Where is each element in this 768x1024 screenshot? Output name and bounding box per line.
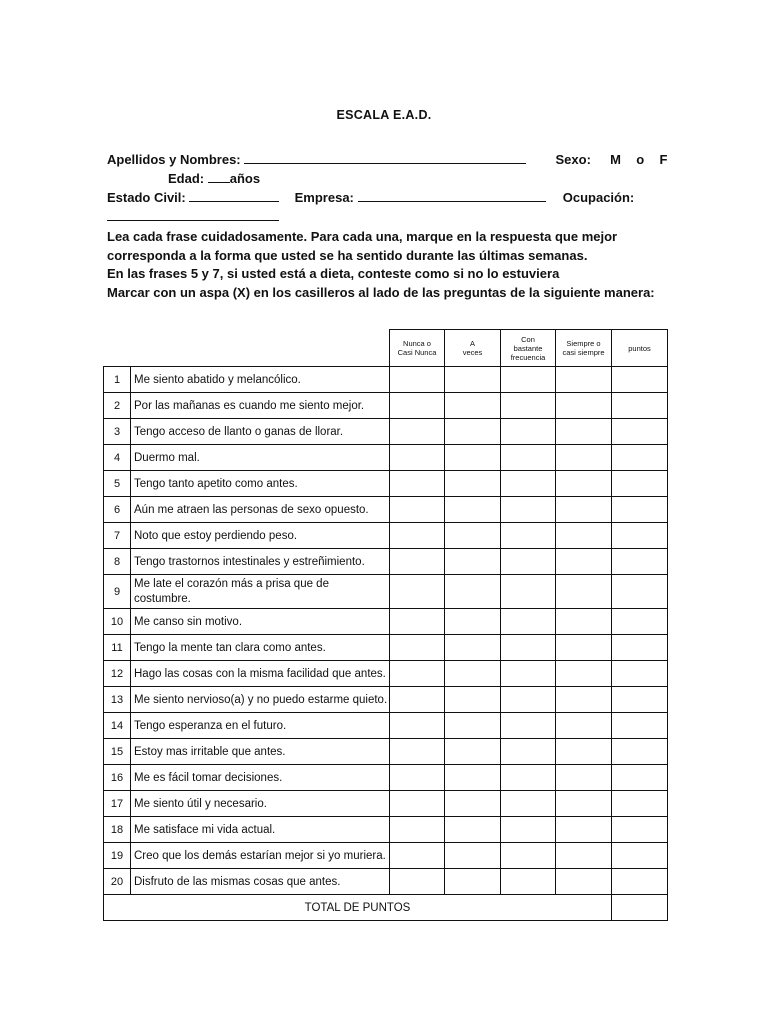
answer-sometimes-box[interactable] [445,869,501,895]
answer-sometimes-box[interactable] [445,791,501,817]
header-spacer [104,330,390,367]
item-statement: Me satisface mi vida actual. [131,817,390,843]
points-box[interactable] [612,687,668,713]
answer-sometimes-box[interactable] [445,609,501,635]
item-number: 4 [104,445,131,471]
answer-always-box[interactable] [556,419,612,445]
item-statement: Me siento nervioso(a) y no puedo estarme quieto. [131,687,390,713]
answer-always-box[interactable] [556,739,612,765]
answer-often-box[interactable] [501,713,556,739]
item-statement: Creo que los demás estarían mejor si yo muriera. [131,843,390,869]
answer-never-box[interactable] [390,661,445,687]
table-row [104,367,668,393]
item-number: 5 [104,471,131,497]
answer-sometimes-box[interactable] [445,497,501,523]
answer-sometimes-box[interactable] [445,739,501,765]
answer-sometimes-box[interactable] [445,471,501,497]
answer-often-box[interactable] [501,609,556,635]
table-row [104,791,668,817]
table-row [104,609,668,635]
points-box[interactable] [612,713,668,739]
points-box[interactable] [612,843,668,869]
answer-never-box[interactable] [390,575,445,609]
answer-often-box[interactable] [501,367,556,393]
answer-never-box[interactable] [390,393,445,419]
item-number: 13 [104,687,131,713]
answer-sometimes-box[interactable] [445,445,501,471]
sex-option-m[interactable]: M [610,152,622,167]
answer-often-box[interactable] [501,817,556,843]
points-box[interactable] [612,471,668,497]
answer-sometimes-box[interactable] [445,765,501,791]
item-number: 19 [104,843,131,869]
answer-never-box[interactable] [390,367,445,393]
item-number: 17 [104,791,131,817]
instruction-line: Marcar con un aspa (X) en los casilleros al lado de las preguntas de la siguiente manera: [107,284,655,300]
item-number: 11 [104,635,131,661]
points-box[interactable] [612,765,668,791]
answer-never-box[interactable] [390,497,445,523]
answer-often-box[interactable] [501,661,556,687]
points-box[interactable] [612,869,668,895]
page-title: ESCALA E.A.D. [336,108,432,122]
answer-never-box[interactable] [390,419,445,445]
table-row [104,393,668,419]
age-field[interactable] [208,171,230,183]
sex-option-f[interactable]: F [659,152,668,167]
points-box[interactable] [612,393,668,419]
answer-never-box[interactable] [390,739,445,765]
company-field[interactable] [358,190,546,202]
item-number: 1 [104,367,131,393]
answer-sometimes-box[interactable] [445,661,501,687]
answer-always-box[interactable] [556,635,612,661]
answer-always-box[interactable] [556,661,612,687]
answer-always-box[interactable] [556,687,612,713]
item-statement: Me es fácil tomar decisiones. [131,765,390,791]
item-number: 18 [104,817,131,843]
item-number: 7 [104,523,131,549]
answer-often-box[interactable] [501,471,556,497]
answer-always-box[interactable] [556,471,612,497]
answer-often-box[interactable] [501,765,556,791]
answer-sometimes-box[interactable] [445,549,501,575]
item-statement: Duermo mal. [131,445,390,471]
answer-always-box[interactable] [556,609,612,635]
item-number: 14 [104,713,131,739]
table-row [104,523,668,549]
answer-often-box[interactable] [501,843,556,869]
civil-status-field[interactable] [189,190,279,202]
answer-sometimes-box[interactable] [445,419,501,445]
item-number: 2 [104,393,131,419]
answer-sometimes-box[interactable] [445,687,501,713]
table-row [104,575,668,609]
answer-always-box[interactable] [556,817,612,843]
age-row [168,171,260,186]
table-row [104,497,668,523]
answer-never-box[interactable] [390,713,445,739]
civil-status-label: Estado Civil: [107,190,186,205]
item-number: 15 [104,739,131,765]
answer-often-box[interactable] [501,791,556,817]
item-number: 12 [104,661,131,687]
answer-often-box[interactable] [501,739,556,765]
answer-never-box[interactable] [390,687,445,713]
points-box[interactable] [612,367,668,393]
item-statement: Hago las cosas con la misma facilidad que antes. [131,661,390,687]
answer-often-box[interactable] [501,393,556,419]
answer-never-box[interactable] [390,765,445,791]
civil-row [107,190,634,205]
header-row [104,330,668,367]
answer-never-box[interactable] [390,523,445,549]
table-row [104,635,668,661]
item-statement: Me siento abatido y melancólico. [131,367,390,393]
answer-always-box[interactable] [556,869,612,895]
answer-often-box[interactable] [501,635,556,661]
item-statement: Tengo trastornos intestinales y estreñimiento. [131,549,390,575]
points-box[interactable] [612,635,668,661]
answer-often-box[interactable] [501,523,556,549]
name-label: Apellidos y Nombres: [107,152,241,167]
header-often: Con bastante frecuencia [501,330,556,367]
points-box[interactable] [612,575,668,609]
answer-sometimes-box[interactable] [445,367,501,393]
occupation-label: Ocupación: [562,190,635,205]
occupation-field[interactable] [107,209,279,221]
answer-sometimes-box[interactable] [445,817,501,843]
answer-always-box[interactable] [556,393,612,419]
item-number: 9 [104,575,131,609]
company-label: Empresa: [294,190,354,205]
sex-label: Sexo: [555,152,591,167]
scale-table [103,329,668,921]
item-statement: Me late el corazón más a prisa que de costumbre. [131,575,390,609]
table-row [104,817,668,843]
age-label: Edad: [168,171,205,186]
answer-never-box[interactable] [390,635,445,661]
answer-never-box[interactable] [390,445,445,471]
item-statement: Tengo esperanza en el futuro. [131,713,390,739]
answer-sometimes-box[interactable] [445,843,501,869]
header-sometimes: A veces [445,330,501,367]
answer-always-box[interactable] [556,765,612,791]
points-box[interactable] [612,419,668,445]
table-row [104,471,668,497]
item-statement: Me canso sin motivo. [131,609,390,635]
item-statement: Tengo la mente tan clara como antes. [131,635,390,661]
answer-sometimes-box[interactable] [445,713,501,739]
answer-often-box[interactable] [501,419,556,445]
answer-never-box[interactable] [390,609,445,635]
answer-never-box[interactable] [390,791,445,817]
header-always: Siempre o casi siempre [556,330,612,367]
answer-never-box[interactable] [390,549,445,575]
answer-always-box[interactable] [556,575,612,609]
answer-sometimes-box[interactable] [445,523,501,549]
total-label: TOTAL DE PUNTOS [104,895,612,921]
table-row [104,445,668,471]
instructions [107,228,667,302]
item-statement: Estoy mas irritable que antes. [131,739,390,765]
item-number: 10 [104,609,131,635]
answer-never-box[interactable] [390,817,445,843]
table-row [104,713,668,739]
table-row [104,739,668,765]
item-statement: Por las mañanas es cuando me siento mejor. [131,393,390,419]
item-statement: Aún me atraen las personas de sexo opuesto. [131,497,390,523]
header-never: Nunca o Casi Nunca [390,330,445,367]
item-number: 6 [104,497,131,523]
answer-never-box[interactable] [390,471,445,497]
answer-sometimes-box[interactable] [445,575,501,609]
name-field[interactable] [244,152,526,164]
item-number: 8 [104,549,131,575]
occupation-continuation [107,209,279,224]
total-points-box[interactable] [612,895,668,921]
answer-often-box[interactable] [501,869,556,895]
table-row [104,765,668,791]
answer-often-box[interactable] [501,687,556,713]
answer-always-box[interactable] [556,523,612,549]
item-number: 16 [104,765,131,791]
table-row [104,687,668,713]
item-statement: Tengo acceso de llanto o ganas de llorar. [131,419,390,445]
instruction-line: corresponda a la forma que usted se ha sentido durante las últimas semanas. [107,247,588,263]
name-row [107,152,667,167]
item-number: 3 [104,419,131,445]
answer-always-box[interactable] [556,843,612,869]
points-box[interactable] [612,609,668,635]
points-box[interactable] [612,523,668,549]
answer-never-box[interactable] [390,843,445,869]
table-row [104,843,668,869]
item-statement: Disfruto de las mismas cosas que antes. [131,869,390,895]
answer-often-box[interactable] [501,549,556,575]
answer-always-box[interactable] [556,549,612,575]
instruction-line: Lea cada frase cuidadosamente. Para cada una, marque en la respuesta que mejor [107,229,618,244]
answer-always-box[interactable] [556,445,612,471]
points-box[interactable] [612,549,668,575]
age-unit: años [229,171,261,186]
table-row [104,419,668,445]
table-row [104,869,668,895]
answer-often-box[interactable] [501,575,556,609]
answer-sometimes-box[interactable] [445,635,501,661]
total-row [104,895,668,921]
table-row [104,549,668,575]
answer-always-box[interactable] [556,497,612,523]
item-number: 20 [104,869,131,895]
answer-often-box[interactable] [501,497,556,523]
answer-always-box[interactable] [556,791,612,817]
points-box[interactable] [612,739,668,765]
instruction-line: En las frases 5 y 7, si usted está a dieta, conteste como si no lo estuviera [107,266,560,281]
points-box[interactable] [612,661,668,687]
answer-always-box[interactable] [556,713,612,739]
sex-option-or: o [636,152,645,167]
table-row [104,661,668,687]
item-statement: Me siento útil y necesario. [131,791,390,817]
answer-sometimes-box[interactable] [445,393,501,419]
header-points: puntos [612,330,668,367]
answer-never-box[interactable] [390,869,445,895]
points-box[interactable] [612,791,668,817]
item-statement: Noto que estoy perdiendo peso. [131,523,390,549]
item-statement: Tengo tanto apetito como antes. [131,471,390,497]
points-box[interactable] [612,445,668,471]
answer-often-box[interactable] [501,445,556,471]
points-box[interactable] [612,817,668,843]
points-box[interactable] [612,497,668,523]
answer-always-box[interactable] [556,367,612,393]
